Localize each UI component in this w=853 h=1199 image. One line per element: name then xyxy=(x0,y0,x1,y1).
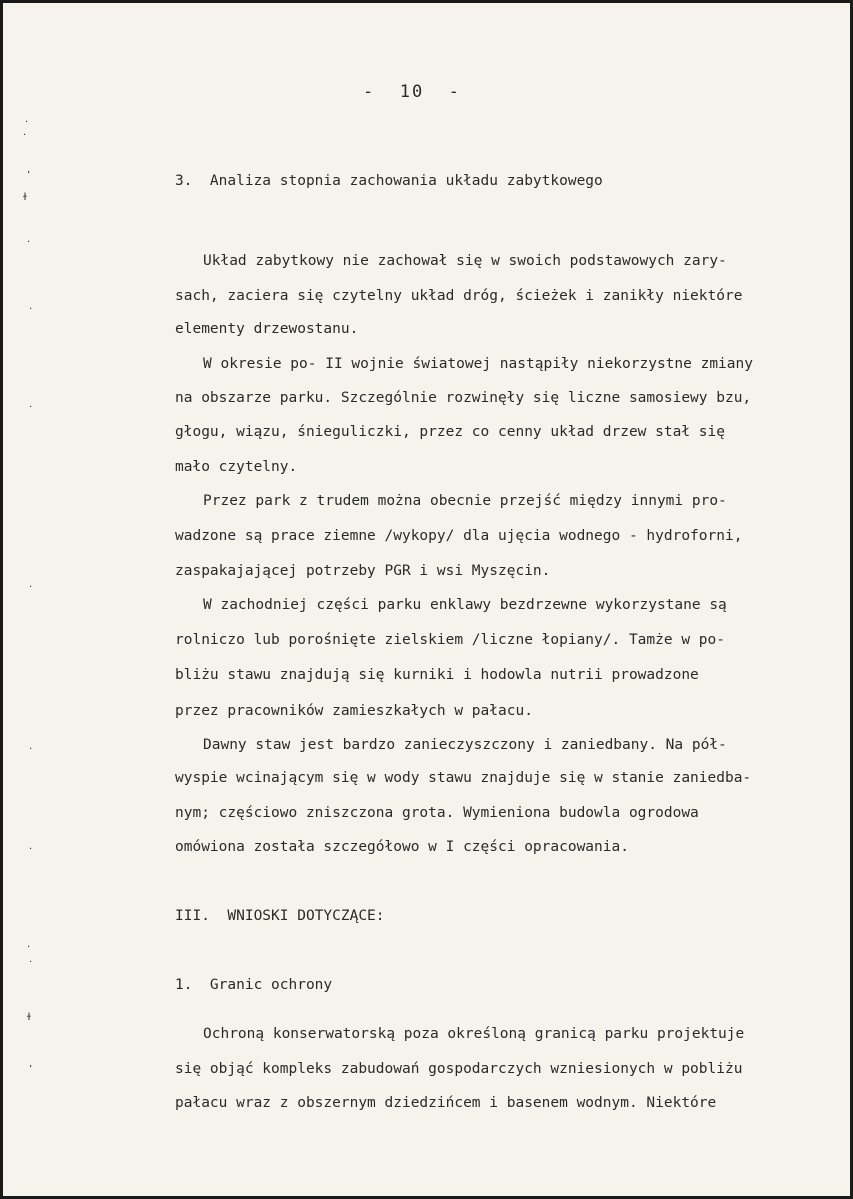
section-3-line: na obszarze parku. Szczególnie rozwinęły się liczne samosiewy bzu, xyxy=(175,390,752,406)
section-3-line: głogu, wiązu, śnieguliczki, przez co cenny układ drzew stał się xyxy=(175,424,725,440)
scan-mark: ’ xyxy=(29,1064,33,1075)
section-3-line: W zachodniej części parku enklawy bezdrzewne wykorzystane są xyxy=(203,597,727,613)
scan-mark: ’ xyxy=(27,170,31,181)
section-3-line: Dawny staw jest bardzo zanieczyszczony i zaniedbany. Na pół- xyxy=(203,737,727,753)
scan-mark: · xyxy=(29,844,33,855)
scan-mark: · xyxy=(29,402,33,413)
subsection-1-line: Ochroną konserwatorską poza określoną granicą parku projektuje xyxy=(203,1026,745,1042)
section-3-line: rolniczo lub porośnięte zielskiem /liczne łopiany/. Tamże w po- xyxy=(175,632,725,648)
section-3-line: Układ zabytkowy nie zachował się w swoich podstawowych zary- xyxy=(203,253,727,269)
section-iii-heading: III. WNIOSKI DOTYCZĄCE: xyxy=(175,908,385,924)
scan-mark: · xyxy=(29,744,33,755)
section-3-line: wyspie wcinającym się w wody stawu znajduje się w stanie zaniedba- xyxy=(175,770,752,786)
subsection-1-line: pałacu wraz z obszernym dziedzińcem i basenem wodnym. Niektóre xyxy=(175,1095,717,1111)
section-3-line: wadzone są prace ziemne /wykopy/ dla ujęcia wodnego - hydroforni, xyxy=(175,528,743,544)
section-3-line: mało czytelny. xyxy=(175,459,298,475)
section-3-line: zaspakajającej potrzeby PGR i wsi Myszęcin. xyxy=(175,563,551,579)
page-number: - 10 - xyxy=(363,82,461,102)
scan-mark: · xyxy=(29,304,33,315)
section-3-line: nym; częściowo zniszczona grota. Wymieniona budowla ogrodowa xyxy=(175,805,699,821)
section-3-line: Przez park z trudem można obecnie przejść między innymi pro- xyxy=(203,493,727,509)
scan-mark: · xyxy=(23,130,27,141)
section-3-line: W okresie po- II wojnie światowej nastąpiły niekorzystne zmiany xyxy=(203,356,753,372)
subsection-1-line: się objąć kompleks zabudowań gospodarczych wzniesionych w pobliżu xyxy=(175,1061,743,1077)
subsection-1-heading: 1. Granic ochrony xyxy=(175,977,333,993)
scan-mark: · xyxy=(29,957,33,968)
scan-mark: · xyxy=(27,237,31,248)
section-3-line: sach, zaciera się czytelny układ dróg, ścieżek i zanikły niektóre xyxy=(175,288,743,304)
scan-mark: · xyxy=(27,942,31,953)
scan-mark: ɫ xyxy=(27,1012,31,1023)
section-3-line: przez pracowników zamieszkałych w pałacu. xyxy=(175,703,533,719)
scan-mark: · xyxy=(25,117,29,128)
scan-mark: · xyxy=(29,582,33,593)
section-3-heading: 3. Analiza stopnia zachowania układu zabytkowego xyxy=(175,173,603,189)
section-3-line: elementy drzewostanu. xyxy=(175,321,359,337)
scan-mark: ɫ xyxy=(23,192,27,203)
section-3-line: bliżu stawu znajdują się kurniki i hodowla nutrii prowadzone xyxy=(175,667,699,683)
section-3-line: omówiona została szczegółowo w I części opracowania. xyxy=(175,839,629,855)
